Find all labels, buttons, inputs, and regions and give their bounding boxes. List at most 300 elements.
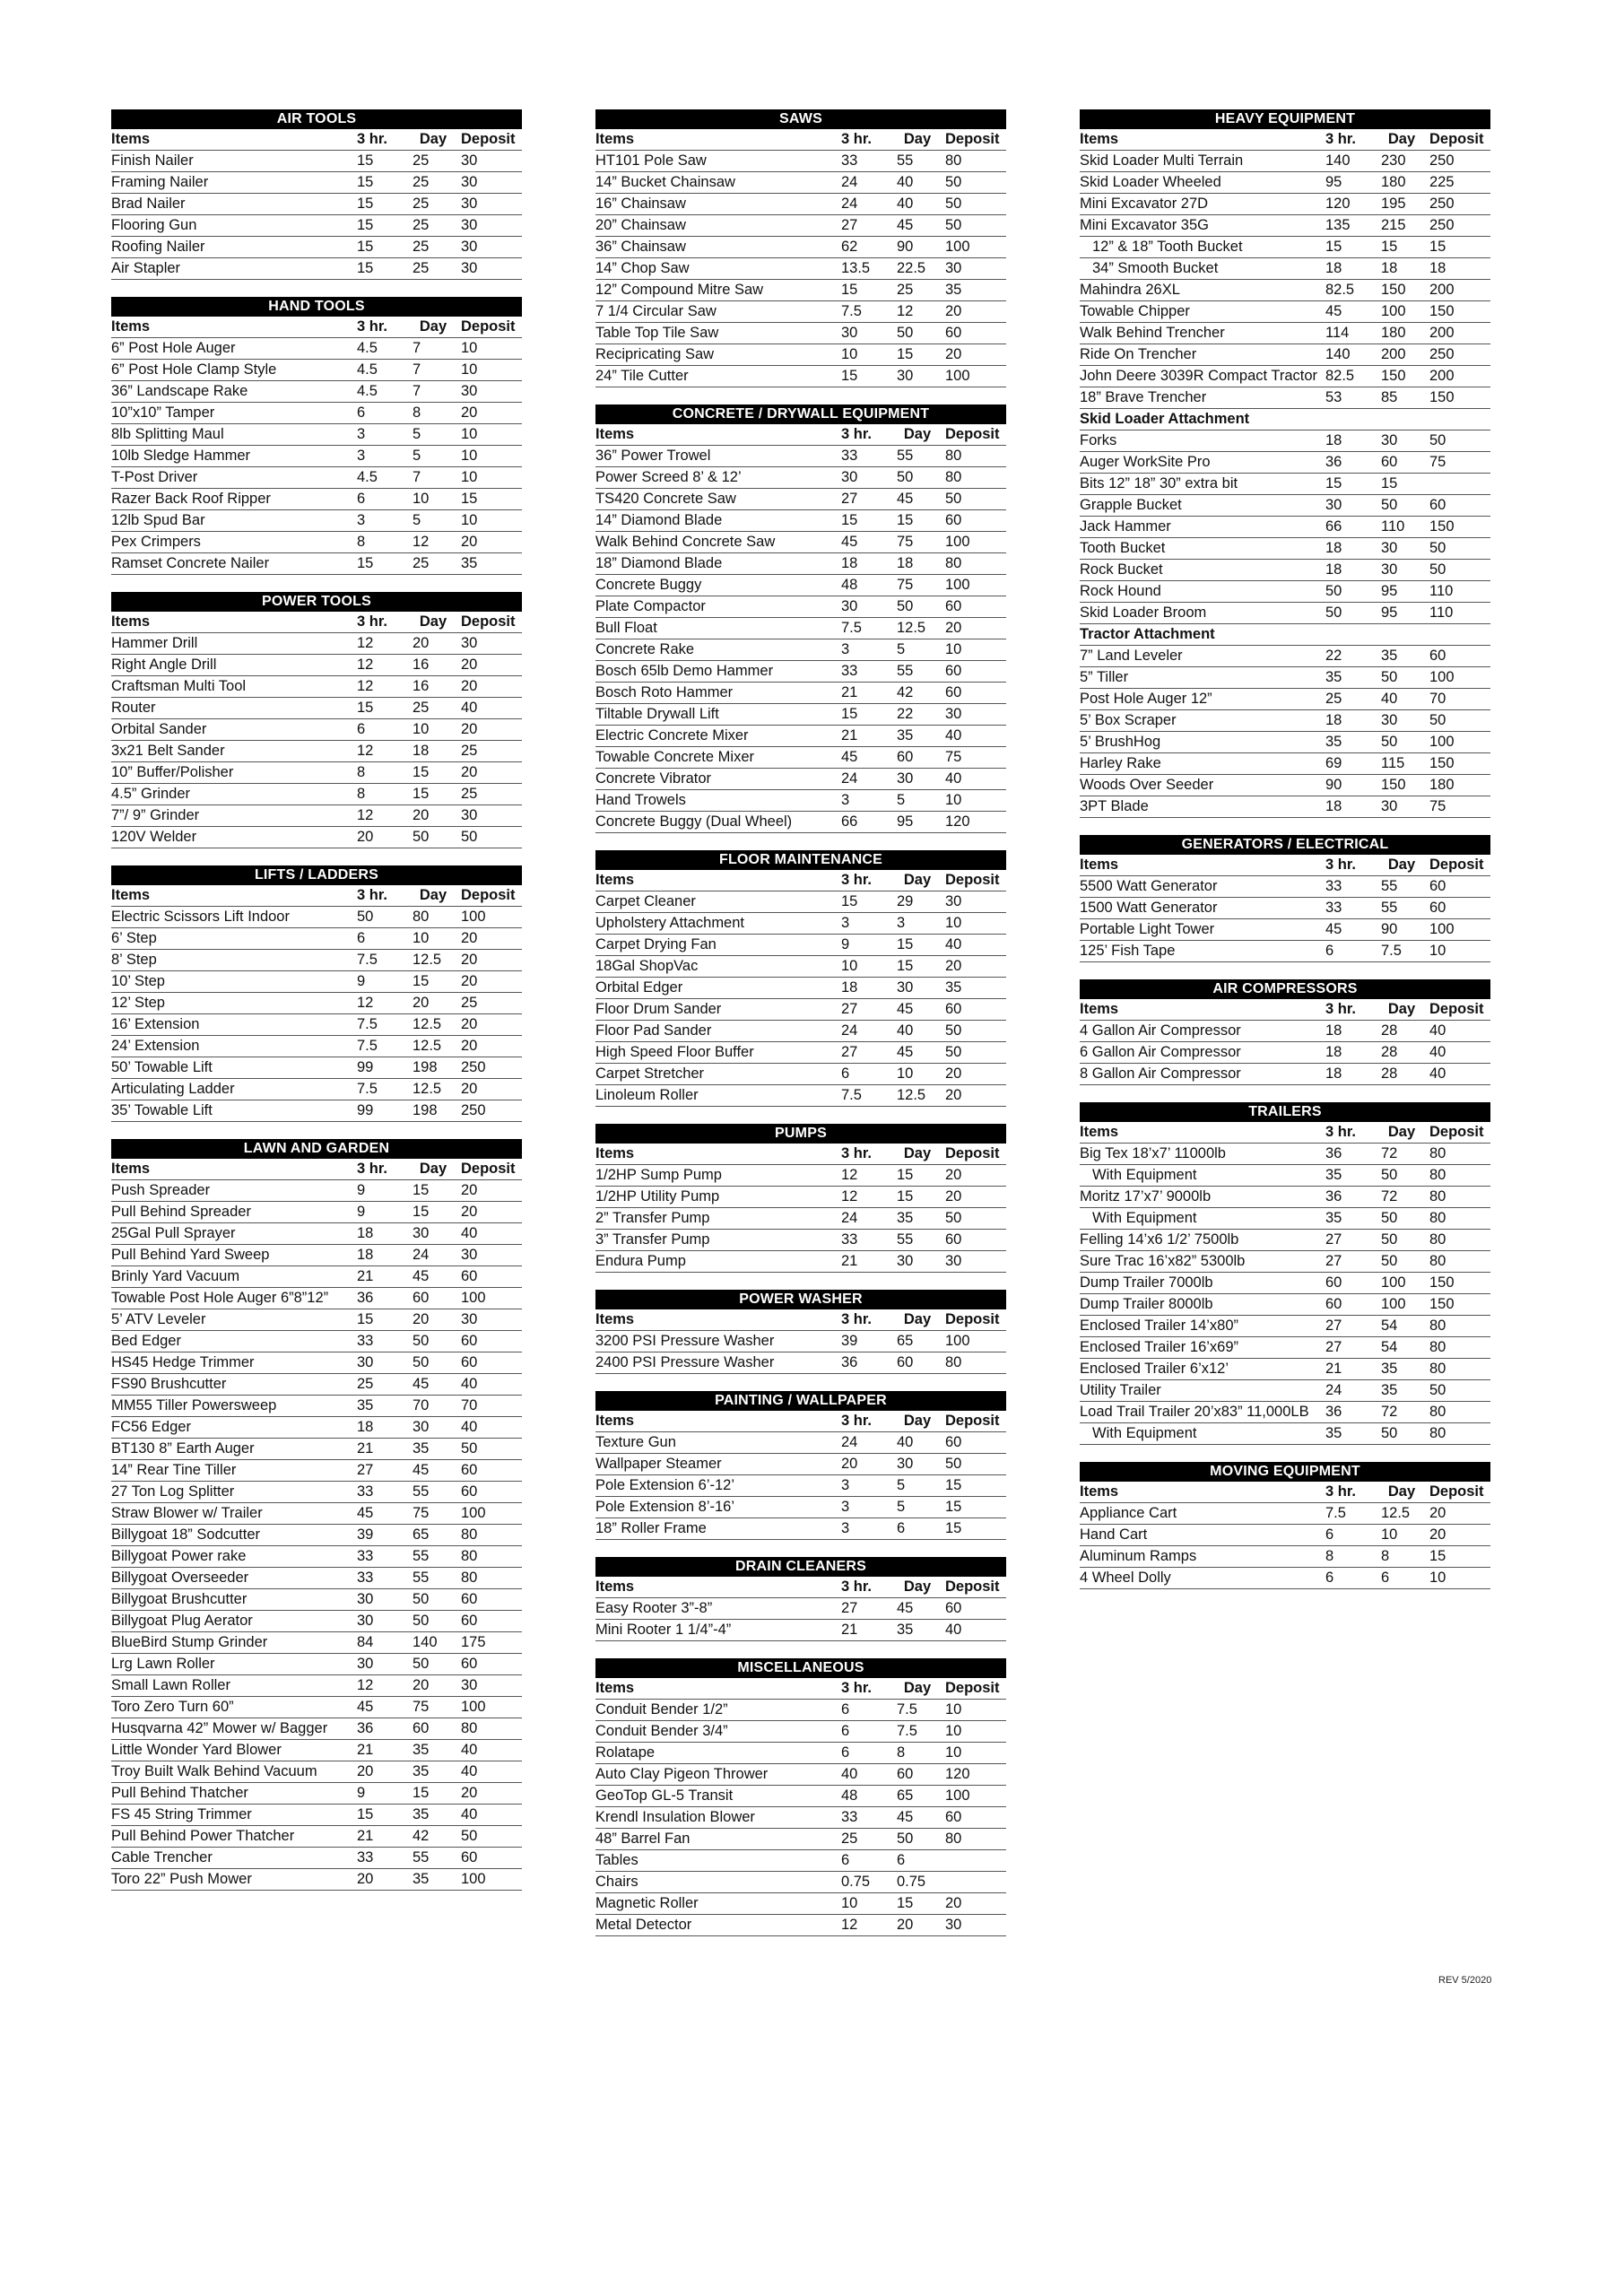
price-day: 45 (897, 1600, 914, 1616)
item-name: Wallpaper Steamer (595, 1456, 722, 1472)
header-items: Items (111, 887, 151, 903)
price-3hr: 39 (357, 1526, 374, 1543)
price-day: 30 (1381, 540, 1398, 556)
price-3hr: 30 (357, 1613, 374, 1629)
price-deposit: 60 (945, 663, 962, 679)
price-day: 12.5 (413, 1081, 442, 1097)
price-3hr: 82.5 (1325, 282, 1355, 298)
item-name: Billygoat Plug Aerator (111, 1613, 253, 1629)
item-name: 1500 Watt Generator (1080, 900, 1218, 916)
item-name: Woods Over Seeder (1080, 777, 1214, 793)
table-row (595, 1915, 1006, 1936)
table-row (1080, 1503, 1490, 1525)
table-row (595, 1872, 1006, 1893)
price-3hr: 6 (841, 1852, 850, 1868)
price-deposit: 20 (461, 1081, 478, 1097)
item-name: Ramset Concrete Nailer (111, 555, 270, 571)
table-row (595, 553, 1006, 575)
price-deposit: 35 (461, 555, 478, 571)
price-3hr: 12 (357, 657, 374, 673)
price-deposit: 150 (1429, 389, 1455, 405)
table-row (1080, 1165, 1490, 1187)
column-header-row (1080, 999, 1490, 1021)
price-deposit: 40 (945, 727, 962, 744)
header-day: Day (1387, 1001, 1416, 1017)
price-3hr: 45 (357, 1699, 374, 1715)
column-header-row (111, 612, 522, 633)
item-name: 12’ Step (111, 995, 165, 1011)
price-day: 7 (413, 383, 421, 399)
item-name: Little Wonder Yard Blower (111, 1742, 282, 1758)
price-3hr: 21 (357, 1268, 374, 1284)
price-day: 28 (1381, 1065, 1398, 1082)
price-3hr: 24 (1325, 1382, 1342, 1398)
price-3hr: 3 (841, 641, 850, 657)
price-day: 150 (1381, 777, 1406, 793)
price-day: 12.5 (897, 1087, 926, 1103)
price-deposit: 50 (461, 1440, 478, 1457)
table-row (1080, 1294, 1490, 1316)
price-3hr: 48 (841, 1787, 858, 1804)
table-row (595, 237, 1006, 258)
price-3hr: 36 (1325, 454, 1342, 470)
item-name: 6” Post Hole Auger (111, 340, 236, 356)
price-deposit: 60 (945, 1600, 962, 1616)
table-row (111, 1482, 522, 1503)
table-row (111, 1266, 522, 1288)
table-row (111, 1805, 522, 1826)
table-row (111, 151, 522, 172)
table-row (1080, 1359, 1490, 1380)
table-row (111, 741, 522, 762)
header-deposit: Deposit (461, 318, 516, 335)
table-row (595, 1829, 1006, 1850)
table-row (111, 1036, 522, 1057)
price-deposit: 80 (945, 1831, 962, 1847)
item-name: 125’ Fish Tape (1080, 943, 1176, 959)
price-day: 10 (897, 1065, 914, 1082)
table-row (111, 1223, 522, 1245)
item-name: Chairs (595, 1874, 638, 1890)
table-row (595, 1432, 1006, 1454)
table-row (111, 1546, 522, 1568)
price-day: 25 (413, 152, 430, 169)
table-row (595, 596, 1006, 618)
item-name: 20” Chainsaw (595, 217, 686, 233)
price-day: 15 (413, 786, 430, 802)
header-items: Items (111, 613, 151, 630)
item-name: 3x21 Belt Sander (111, 743, 225, 759)
table-row (111, 1826, 522, 1848)
table-row (111, 1057, 522, 1079)
price-day: 35 (897, 1210, 914, 1226)
table-row (111, 971, 522, 993)
price-deposit: 100 (945, 239, 970, 255)
price-deposit: 60 (461, 1354, 478, 1370)
price-day: 5 (897, 641, 906, 657)
price-3hr: 9 (357, 1182, 366, 1198)
price-deposit: 200 (1429, 325, 1455, 341)
price-3hr: 6 (357, 404, 366, 421)
price-day: 55 (1381, 900, 1398, 916)
price-deposit: 120 (945, 1766, 970, 1782)
table-row (1080, 732, 1490, 753)
table-row (111, 928, 522, 950)
price-day: 50 (413, 829, 430, 845)
table-row (111, 1525, 522, 1546)
column-header-row (111, 129, 522, 151)
price-day: 50 (1381, 1253, 1398, 1269)
header-3hr: 3 hr. (841, 1311, 872, 1327)
table-row (1080, 941, 1490, 962)
price-day: 30 (1381, 798, 1398, 814)
price-deposit: 30 (461, 152, 478, 169)
price-3hr: 7.5 (1325, 1505, 1346, 1521)
table-row (595, 258, 1006, 280)
item-name: Billygoat Overseeder (111, 1570, 249, 1586)
table-row (595, 1721, 1006, 1743)
price-deposit: 15 (461, 491, 478, 507)
section-air-compressors (1080, 979, 1490, 1085)
table-row (111, 1245, 522, 1266)
section-title: HEAVY EQUIPMENT (1080, 109, 1490, 129)
item-name: 12lb Spud Bar (111, 512, 205, 528)
price-day: 50 (1381, 1210, 1398, 1226)
section-title: MISCELLANEOUS (595, 1658, 1006, 1678)
price-day: 198 (413, 1059, 438, 1075)
price-day: 75 (897, 577, 914, 593)
price-day: 20 (413, 635, 430, 651)
header-items: Items (595, 1680, 635, 1696)
table-row (595, 151, 1006, 172)
price-day: 55 (413, 1570, 430, 1586)
price-3hr: 12 (357, 678, 374, 694)
item-name: Appliance Cart (1080, 1505, 1177, 1521)
table-row (111, 1869, 522, 1891)
section-title: CONCRETE / DRYWALL EQUIPMENT (595, 404, 1006, 424)
header-deposit: Deposit (461, 887, 516, 903)
price-day: 50 (413, 1591, 430, 1607)
item-name: Metal Detector (595, 1917, 692, 1933)
column-header-row (595, 870, 1006, 891)
price-deposit: 20 (461, 973, 478, 989)
item-name: Billygoat 18” Sodcutter (111, 1526, 261, 1543)
table-row (111, 1568, 522, 1589)
item-name: 8lb Splitting Maul (111, 426, 224, 442)
item-name: Skid Loader Broom (1080, 604, 1207, 621)
price-3hr: 36 (841, 1354, 858, 1370)
item-name: Floor Drum Sander (595, 1001, 722, 1017)
item-name: Razer Back Roof Ripper (111, 491, 271, 507)
price-deposit: 100 (945, 534, 970, 550)
price-day: 30 (413, 1419, 430, 1435)
header-deposit: Deposit (461, 1161, 516, 1177)
item-name: Load Trail Trailer 20’x83” 11,000LB (1080, 1404, 1309, 1420)
table-row (595, 726, 1006, 747)
price-deposit: 25 (461, 995, 478, 1011)
price-deposit: 60 (945, 1434, 962, 1450)
price-3hr: 30 (841, 598, 858, 614)
header-3hr: 3 hr. (841, 426, 872, 442)
item-name: 27 Ton Log Splitter (111, 1483, 235, 1500)
table-row (1080, 344, 1490, 366)
price-deposit: 20 (461, 721, 478, 737)
price-deposit: 50 (461, 829, 478, 845)
price-3hr: 10 (841, 1895, 858, 1911)
price-deposit: 80 (1429, 1253, 1446, 1269)
header-day: Day (903, 1413, 932, 1429)
price-day: 150 (1381, 368, 1406, 384)
price-day: 180 (1381, 174, 1406, 190)
price-3hr: 18 (1325, 260, 1342, 276)
price-3hr (1325, 409, 1381, 430)
price-3hr: 50 (1325, 604, 1342, 621)
price-day: 15 (897, 1188, 914, 1205)
item-name: 16’ Extension (111, 1016, 200, 1032)
item-name: Conduit Bender 1/2” (595, 1701, 728, 1718)
item-name: Husqvarna 42” Mower w/ Bagger (111, 1720, 328, 1736)
table-row (595, 489, 1006, 510)
price-day: 30 (1381, 712, 1398, 728)
price-deposit: 30 (461, 1311, 478, 1327)
price-deposit: 80 (945, 448, 962, 464)
item-name: Texture Gun (595, 1434, 676, 1450)
price-3hr: 35 (1325, 1167, 1342, 1183)
table-row (1080, 1316, 1490, 1337)
table-row (595, 1475, 1006, 1497)
section-hand-tools (111, 297, 522, 575)
price-day: 55 (413, 1548, 430, 1564)
price-day: 15 (897, 346, 914, 362)
price-deposit: 60 (945, 512, 962, 528)
table-row (595, 1208, 1006, 1230)
section-title: AIR TOOLS (111, 109, 522, 129)
section-title: PUMPS (595, 1124, 1006, 1144)
price-deposit: 80 (1429, 1210, 1446, 1226)
price-3hr: 24 (841, 174, 858, 190)
item-name: 16” Chainsaw (595, 196, 686, 212)
price-deposit: 10 (461, 340, 478, 356)
price-3hr: 7.5 (357, 952, 378, 968)
price-3hr: 27 (841, 1001, 858, 1017)
header-day: Day (903, 1578, 932, 1595)
price-3hr: 30 (841, 325, 858, 341)
price-day: 55 (413, 1849, 430, 1866)
price-deposit: 25 (461, 786, 478, 802)
item-name: Endura Pump (595, 1253, 686, 1269)
table-row (595, 956, 1006, 978)
price-deposit: 250 (461, 1059, 486, 1075)
table-row (595, 1518, 1006, 1540)
price-3hr: 25 (1325, 691, 1342, 707)
price-deposit: 40 (1429, 1065, 1446, 1082)
table-row (1080, 151, 1490, 172)
price-day: 60 (897, 1354, 914, 1370)
price-deposit: 10 (461, 448, 478, 464)
item-name: 120V Welder (111, 829, 197, 845)
price-day: 72 (1381, 1404, 1398, 1420)
column-header-row (1080, 1482, 1490, 1503)
item-name: 24’ Extension (111, 1038, 200, 1054)
price-deposit: 30 (461, 260, 478, 276)
table-row (1080, 387, 1490, 409)
column-3 (1080, 109, 1490, 1606)
section-title: AIR COMPRESSORS (1080, 979, 1490, 999)
item-name: 14” Rear Tine Tiller (111, 1462, 237, 1478)
price-3hr: 21 (357, 1440, 374, 1457)
price-3hr: 36 (357, 1290, 374, 1306)
price-3hr: 21 (841, 1622, 858, 1638)
header-deposit: Deposit (461, 131, 516, 147)
price-day: 7 (413, 361, 421, 378)
price-day: 25 (413, 700, 430, 716)
price-day: 12.5 (413, 1038, 442, 1054)
table-row (595, 1764, 1006, 1786)
price-deposit: 20 (461, 657, 478, 673)
item-name: Forks (1080, 432, 1117, 448)
item-name: Air Stapler (111, 260, 181, 276)
item-name: With Equipment (1092, 1425, 1197, 1441)
price-deposit: 30 (945, 1917, 962, 1933)
price-deposit (945, 1850, 1006, 1871)
table-row (1080, 538, 1490, 560)
price-deposit: 60 (1429, 497, 1446, 513)
section-title: LIFTS / LADDERS (111, 865, 522, 885)
price-3hr: 6 (1325, 1526, 1334, 1543)
item-name: 18” Roller Frame (595, 1520, 707, 1536)
section-generators-electrical (1080, 835, 1490, 962)
price-deposit: 80 (1429, 1318, 1446, 1334)
header-items: Items (595, 872, 635, 888)
price-day: 85 (1381, 389, 1398, 405)
section-title: PAINTING / WALLPAPER (595, 1391, 1006, 1411)
table-row (111, 553, 522, 575)
price-day: 15 (413, 1785, 430, 1801)
item-name: Tractor Attachment (1080, 626, 1215, 642)
table-row (595, 1085, 1006, 1107)
price-day: 35 (897, 1622, 914, 1638)
item-name: Big Tex 18’x7’ 11000lb (1080, 1145, 1226, 1161)
price-deposit: 60 (461, 1656, 478, 1672)
price-3hr: 15 (357, 239, 374, 255)
table-row (111, 1503, 522, 1525)
price-3hr: 30 (357, 1354, 374, 1370)
header-day: Day (903, 872, 932, 888)
header-deposit: Deposit (945, 1145, 1000, 1161)
price-3hr: 114 (1325, 325, 1350, 341)
item-name: Plate Compactor (595, 598, 706, 614)
price-day: 22 (897, 706, 914, 722)
price-day: 16 (413, 657, 430, 673)
table-row (111, 1718, 522, 1740)
header-3hr: 3 hr. (357, 131, 387, 147)
price-day: 15 (897, 1895, 914, 1911)
header-items: Items (111, 131, 151, 147)
header-day: Day (419, 318, 447, 335)
price-day: 15 (897, 936, 914, 952)
header-day: Day (903, 1680, 932, 1696)
price-deposit: 20 (945, 958, 962, 974)
price-day: 90 (1381, 921, 1398, 937)
price-deposit: 60 (945, 1809, 962, 1825)
price-deposit: 40 (461, 700, 478, 716)
price-deposit: 60 (1429, 900, 1446, 916)
price-day: 8 (1381, 1548, 1390, 1564)
price-day: 40 (897, 1022, 914, 1039)
price-3hr: 24 (841, 196, 858, 212)
price-day: 45 (413, 1376, 430, 1392)
price-day: 15 (897, 1167, 914, 1183)
price-deposit: 40 (461, 1376, 478, 1392)
header-items: Items (1080, 857, 1119, 873)
table-row (595, 935, 1006, 956)
header-deposit: Deposit (945, 872, 1000, 888)
price-day: 42 (897, 684, 914, 700)
table-row (111, 784, 522, 805)
header-day: Day (419, 887, 447, 903)
item-name: GeoTop GL-5 Transit (595, 1787, 734, 1804)
header-day: Day (903, 426, 932, 442)
price-day: 42 (413, 1828, 430, 1844)
price-3hr: 27 (1325, 1318, 1342, 1334)
price-deposit: 30 (461, 174, 478, 190)
table-row (111, 1439, 522, 1460)
item-name: Dump Trailer 7000lb (1080, 1274, 1213, 1291)
item-name: Portable Light Tower (1080, 921, 1215, 937)
price-deposit: 80 (1429, 1425, 1446, 1441)
table-row (595, 1893, 1006, 1915)
table-row (1080, 280, 1490, 301)
price-day: 30 (897, 1456, 914, 1472)
table-row (1080, 753, 1490, 775)
item-name: 2400 PSI Pressure Washer (595, 1354, 775, 1370)
price-deposit: 60 (461, 1462, 478, 1478)
item-name: Rolatape (595, 1744, 656, 1761)
header-items: Items (595, 1413, 635, 1429)
price-day: 12.5 (897, 620, 926, 636)
price-3hr: 15 (357, 700, 374, 716)
item-name: 12” Compound Mitre Saw (595, 282, 764, 298)
item-name: Carpet Stretcher (595, 1065, 705, 1082)
price-day: 72 (1381, 1145, 1398, 1161)
price-day: 50 (413, 1613, 430, 1629)
price-3hr: 27 (841, 217, 858, 233)
price-3hr: 15 (357, 217, 374, 233)
item-name: Enclosed Trailer 14’x80” (1080, 1318, 1239, 1334)
item-name: Mini Rooter 1 1/4”-4” (595, 1622, 732, 1638)
price-deposit: 150 (1429, 303, 1455, 319)
item-name: Table Top Tile Saw (595, 325, 719, 341)
table-row (1080, 796, 1490, 818)
price-day: 55 (413, 1483, 430, 1500)
table-row (1080, 237, 1490, 258)
table-row (1080, 172, 1490, 194)
price-3hr: 33 (841, 663, 858, 679)
table-row (1080, 366, 1490, 387)
price-day: 150 (1381, 282, 1406, 298)
item-name: Roofing Nailer (111, 239, 205, 255)
table-row (1080, 667, 1490, 689)
item-name: Hammer Drill (111, 635, 198, 651)
price-3hr: 33 (841, 448, 858, 464)
header-3hr: 3 hr. (357, 887, 387, 903)
price-3hr: 25 (357, 1376, 374, 1392)
price-deposit: 60 (945, 1001, 962, 1017)
price-3hr: 8 (357, 786, 366, 802)
table-row (1080, 603, 1490, 624)
table-row (111, 532, 522, 553)
column-header-row (1080, 855, 1490, 876)
